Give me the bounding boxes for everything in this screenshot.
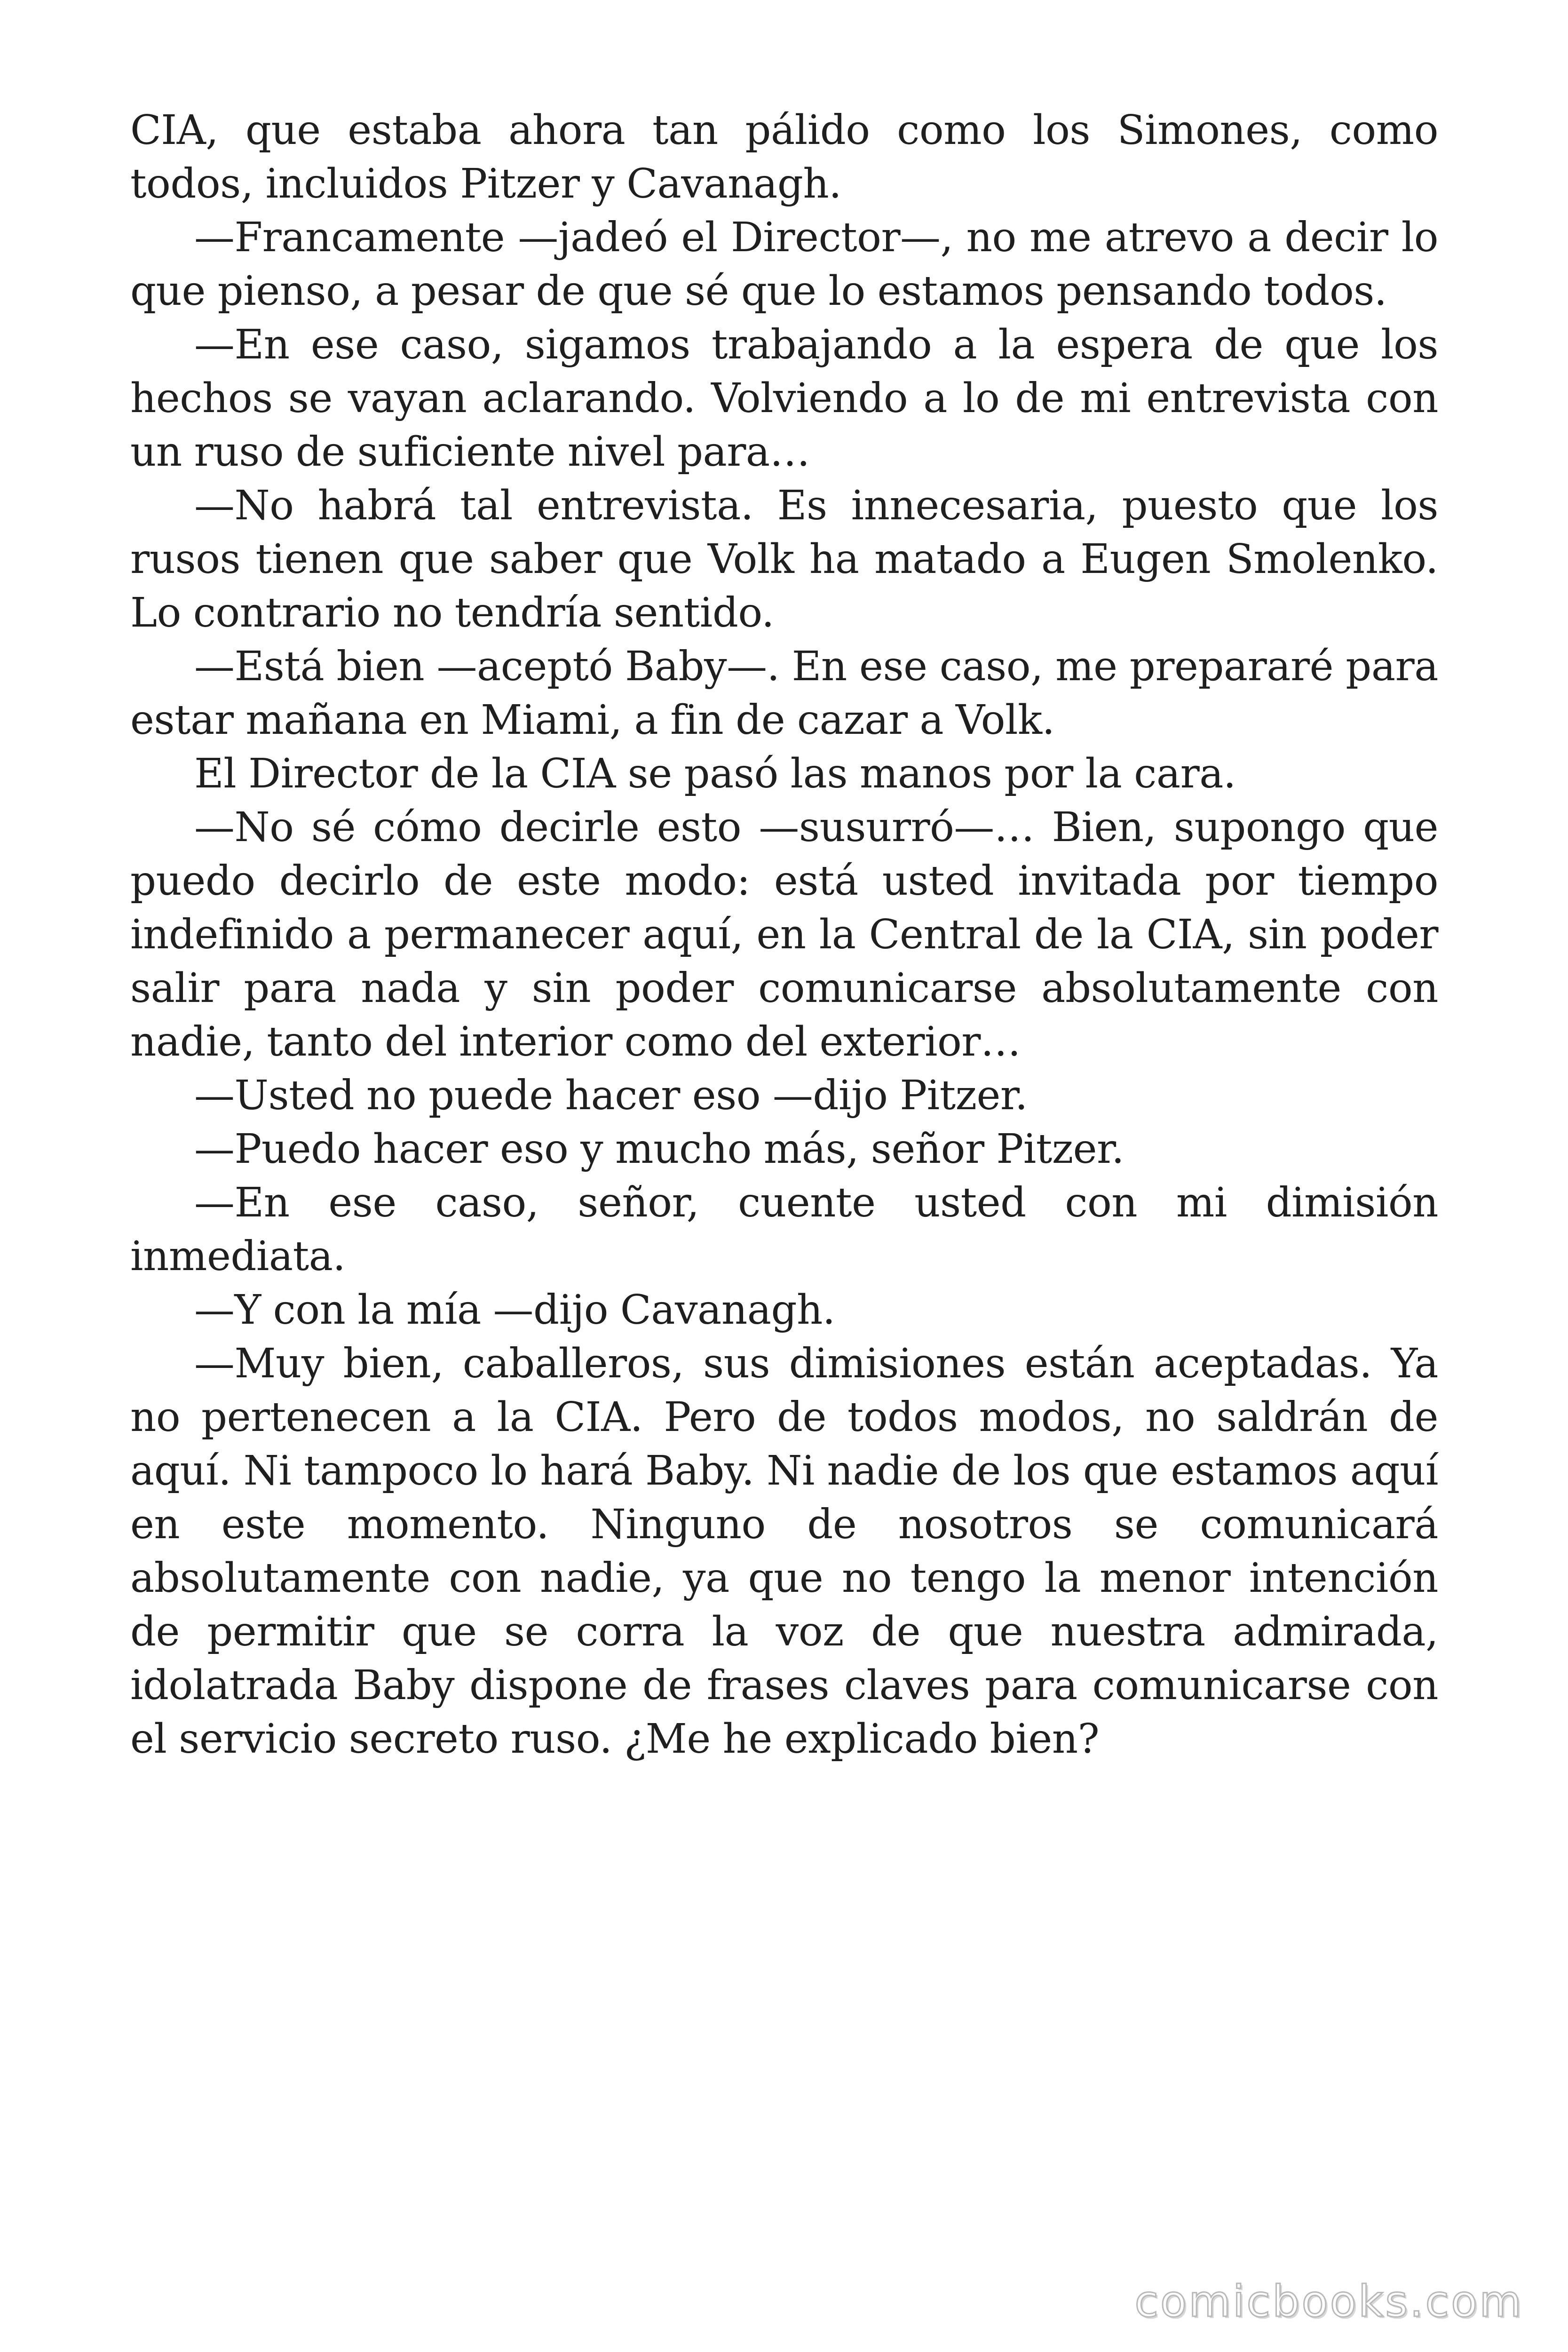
paragraph: —En ese caso, sigamos trabajando a la espera de que los hechos se vayan aclarando. Volviendo a lo de mi entrevista con un ruso de suficiente nivel para… xyxy=(130,321,1438,476)
paragraph: —Y con la mía —dijo Cavanagh. xyxy=(194,1287,835,1334)
paragraph: —Está bien —aceptó Baby—. En ese caso, me prepararé para estar mañana en Miami, a fin de cazar a Volk. xyxy=(130,643,1438,744)
paragraph: —Usted no puede hacer eso —dijo Pitzer. xyxy=(194,1072,1028,1119)
paragraph: —Muy bien, caballeros, sus dimisiones están aceptadas. Ya no pertenecen a la CIA. Pero de todos modos, no saldrán de aquí. Ni tampoco lo hará Baby. Ni nadie de los que estamos aquí en este momento. Ninguno de nosotros se comunicará absolutamente con nadie, ya que no tengo la menor intención de permitir que se corra la voz de que nuestra admirada, idolatrada Baby dispone de frases claves para comunicarse con el servicio secreto ruso. ¿Me he explicado bien? xyxy=(130,1340,1438,1763)
paragraph: —En ese caso, señor, cuente usted con mi dimisión inmediata. xyxy=(130,1179,1438,1280)
paragraph: —No habrá tal entrevista. Es innecesaria, puesto que los rusos tienen que saber que Volk ha matado a Eugen Smolenko. Lo contrario no tendría sentido. xyxy=(130,482,1438,636)
paragraph: —No sé cómo decirle esto —susurró—… Bien, supongo que puedo decirlo de este modo: está usted invitada por tiempo indefinido a permanecer aquí, en la Central de la CIA, sin poder salir para nada y sin poder comunicarse absolutamente con nadie, tanto del interior como del exterior… xyxy=(130,804,1438,1065)
page-body-text xyxy=(130,103,1438,1766)
paragraph: CIA, que estaba ahora tan pálido como los Simones, como todos, incluidos Pitzer y Cavanagh. xyxy=(130,107,1438,207)
watermark: comicbooks.com xyxy=(1134,2276,1523,2327)
paragraph: —Puedo hacer eso y mucho más, señor Pitzer. xyxy=(194,1126,1125,1173)
paragraph: —Francamente —jadeó el Director—, no me atrevo a decir lo que pienso, a pesar de que sé que lo estamos pensando todos. xyxy=(130,214,1438,315)
paragraph: El Director de la CIA se pasó las manos por la cara. xyxy=(194,750,1236,797)
